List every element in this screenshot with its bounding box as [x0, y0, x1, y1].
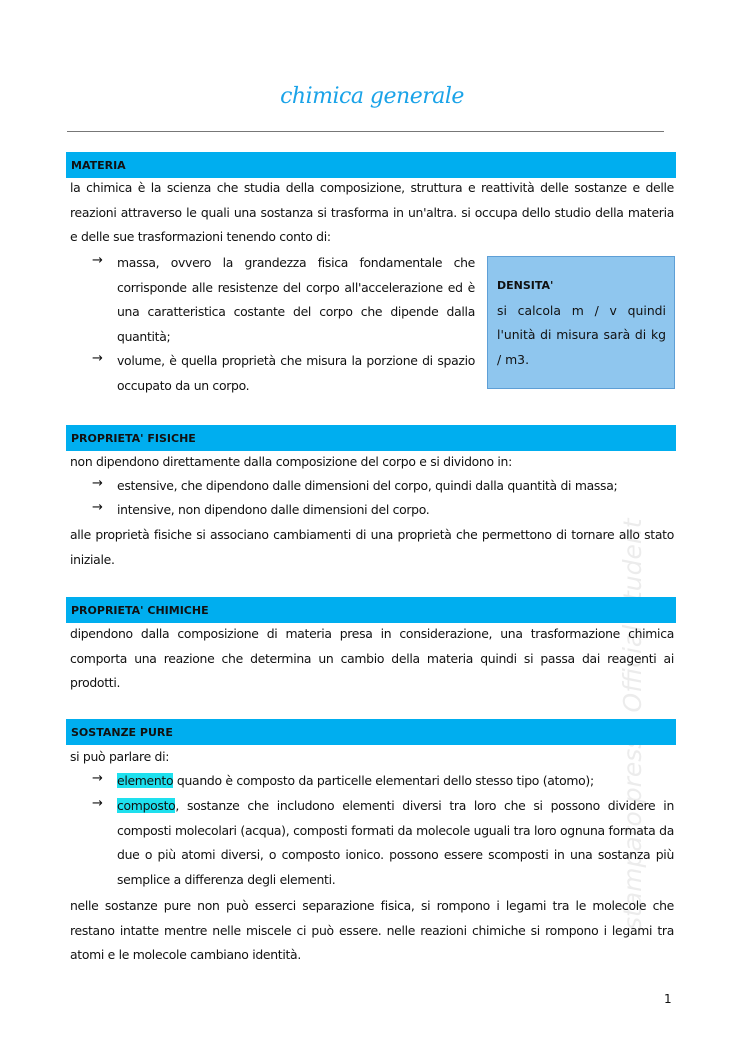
section-header-proprieta-fisiche — [66, 425, 676, 451]
list-item: volume, è quella proprietà che misura la porzione di spazio occupato da un corpo. — [117, 353, 475, 393]
section-header-proprieta-chimiche — [66, 597, 676, 623]
materia-intro: la chimica è la scienza che studia della composizione, struttura e reattività delle sostanze e delle reazioni attraverso le quali una sostanza si trasforma in un'altra. si occupa dello studio della materia e delle sue trasformazioni tenendo conto di: — [70, 180, 674, 244]
page-number: 1 — [664, 992, 672, 1006]
list-item: massa, ovvero la grandezza fisica fondamentale che corrisponde alle resistenze del corpo all'accelerazione ed è una caratteristica costante del corpo che dipende dalla quantità; — [117, 255, 475, 344]
highlighted-term: elemento — [117, 773, 174, 788]
callout-heading: DENSITA' — [497, 279, 554, 292]
list-item — [117, 769, 677, 794]
callout-text: si calcola m / v quindi l'unità di misura sarà di kg / m3. — [497, 302, 666, 367]
arrow-icon: → — [92, 351, 103, 366]
section-header-sostanze-pure — [66, 719, 676, 745]
section-heading: MATERIA — [71, 159, 126, 172]
fisiche-intro: non dipendono direttamente dalla composizione del corpo e si dividono in: — [70, 454, 512, 469]
section-heading: PROPRIETA' CHIMICHE — [71, 604, 209, 617]
section-heading: SOSTANZE PURE — [71, 726, 173, 739]
list-item: intensive, non dipendono dalle dimensioni del corpo. — [117, 502, 430, 517]
item-text: quando è composto da particelle elementari dello stesso tipo (atomo); — [173, 773, 594, 788]
list-item — [117, 794, 674, 892]
section-heading: PROPRIETA' FISICHE — [71, 432, 196, 445]
density-callout — [487, 256, 675, 389]
section-header-materia — [66, 152, 676, 178]
arrow-icon: → — [92, 500, 103, 515]
arrow-icon: → — [92, 253, 103, 268]
pure-outro: nelle sostanze pure non può esserci separazione fisica, si rompono i legami tra le molecole che restano intatte mentre nelle miscele ci può essere. nelle reazioni chimiche si rompono i legami tra atomi e le molecole cambiano identità. — [70, 898, 674, 962]
chimiche-text: dipendono dalla composizione di materia presa in considerazione, una trasformazione chimica comporta una reazione che determina un cambio della materia quindi si passa dai reagenti ai prodotti. — [70, 626, 674, 690]
list-item: estensive, che dipendono dalle dimensioni del corpo, quindi dalla quantità di massa; — [117, 478, 618, 493]
item-text: , sostanze che includono elementi diversi tra loro che si possono dividere in composti molecolari (acqua), composti formati da molecole uguali tra loro ognuna formata da due o più atomi diversi, o composto ionico. possono essere scomposti in una sostanza più semplice a differenza degli elementi. — [117, 798, 674, 887]
document-title: chimica generale — [280, 84, 464, 109]
pure-intro: si può parlare di: — [70, 749, 170, 764]
arrow-icon: → — [92, 796, 103, 811]
arrow-icon: → — [92, 771, 103, 786]
fisiche-outro: alle proprietà fisiche si associano cambiamenti di una proprietà che permettono di tornare allo stato iniziale. — [70, 527, 674, 567]
arrow-icon: → — [92, 476, 103, 491]
title-divider — [67, 131, 664, 132]
highlighted-term: composto — [117, 798, 176, 813]
